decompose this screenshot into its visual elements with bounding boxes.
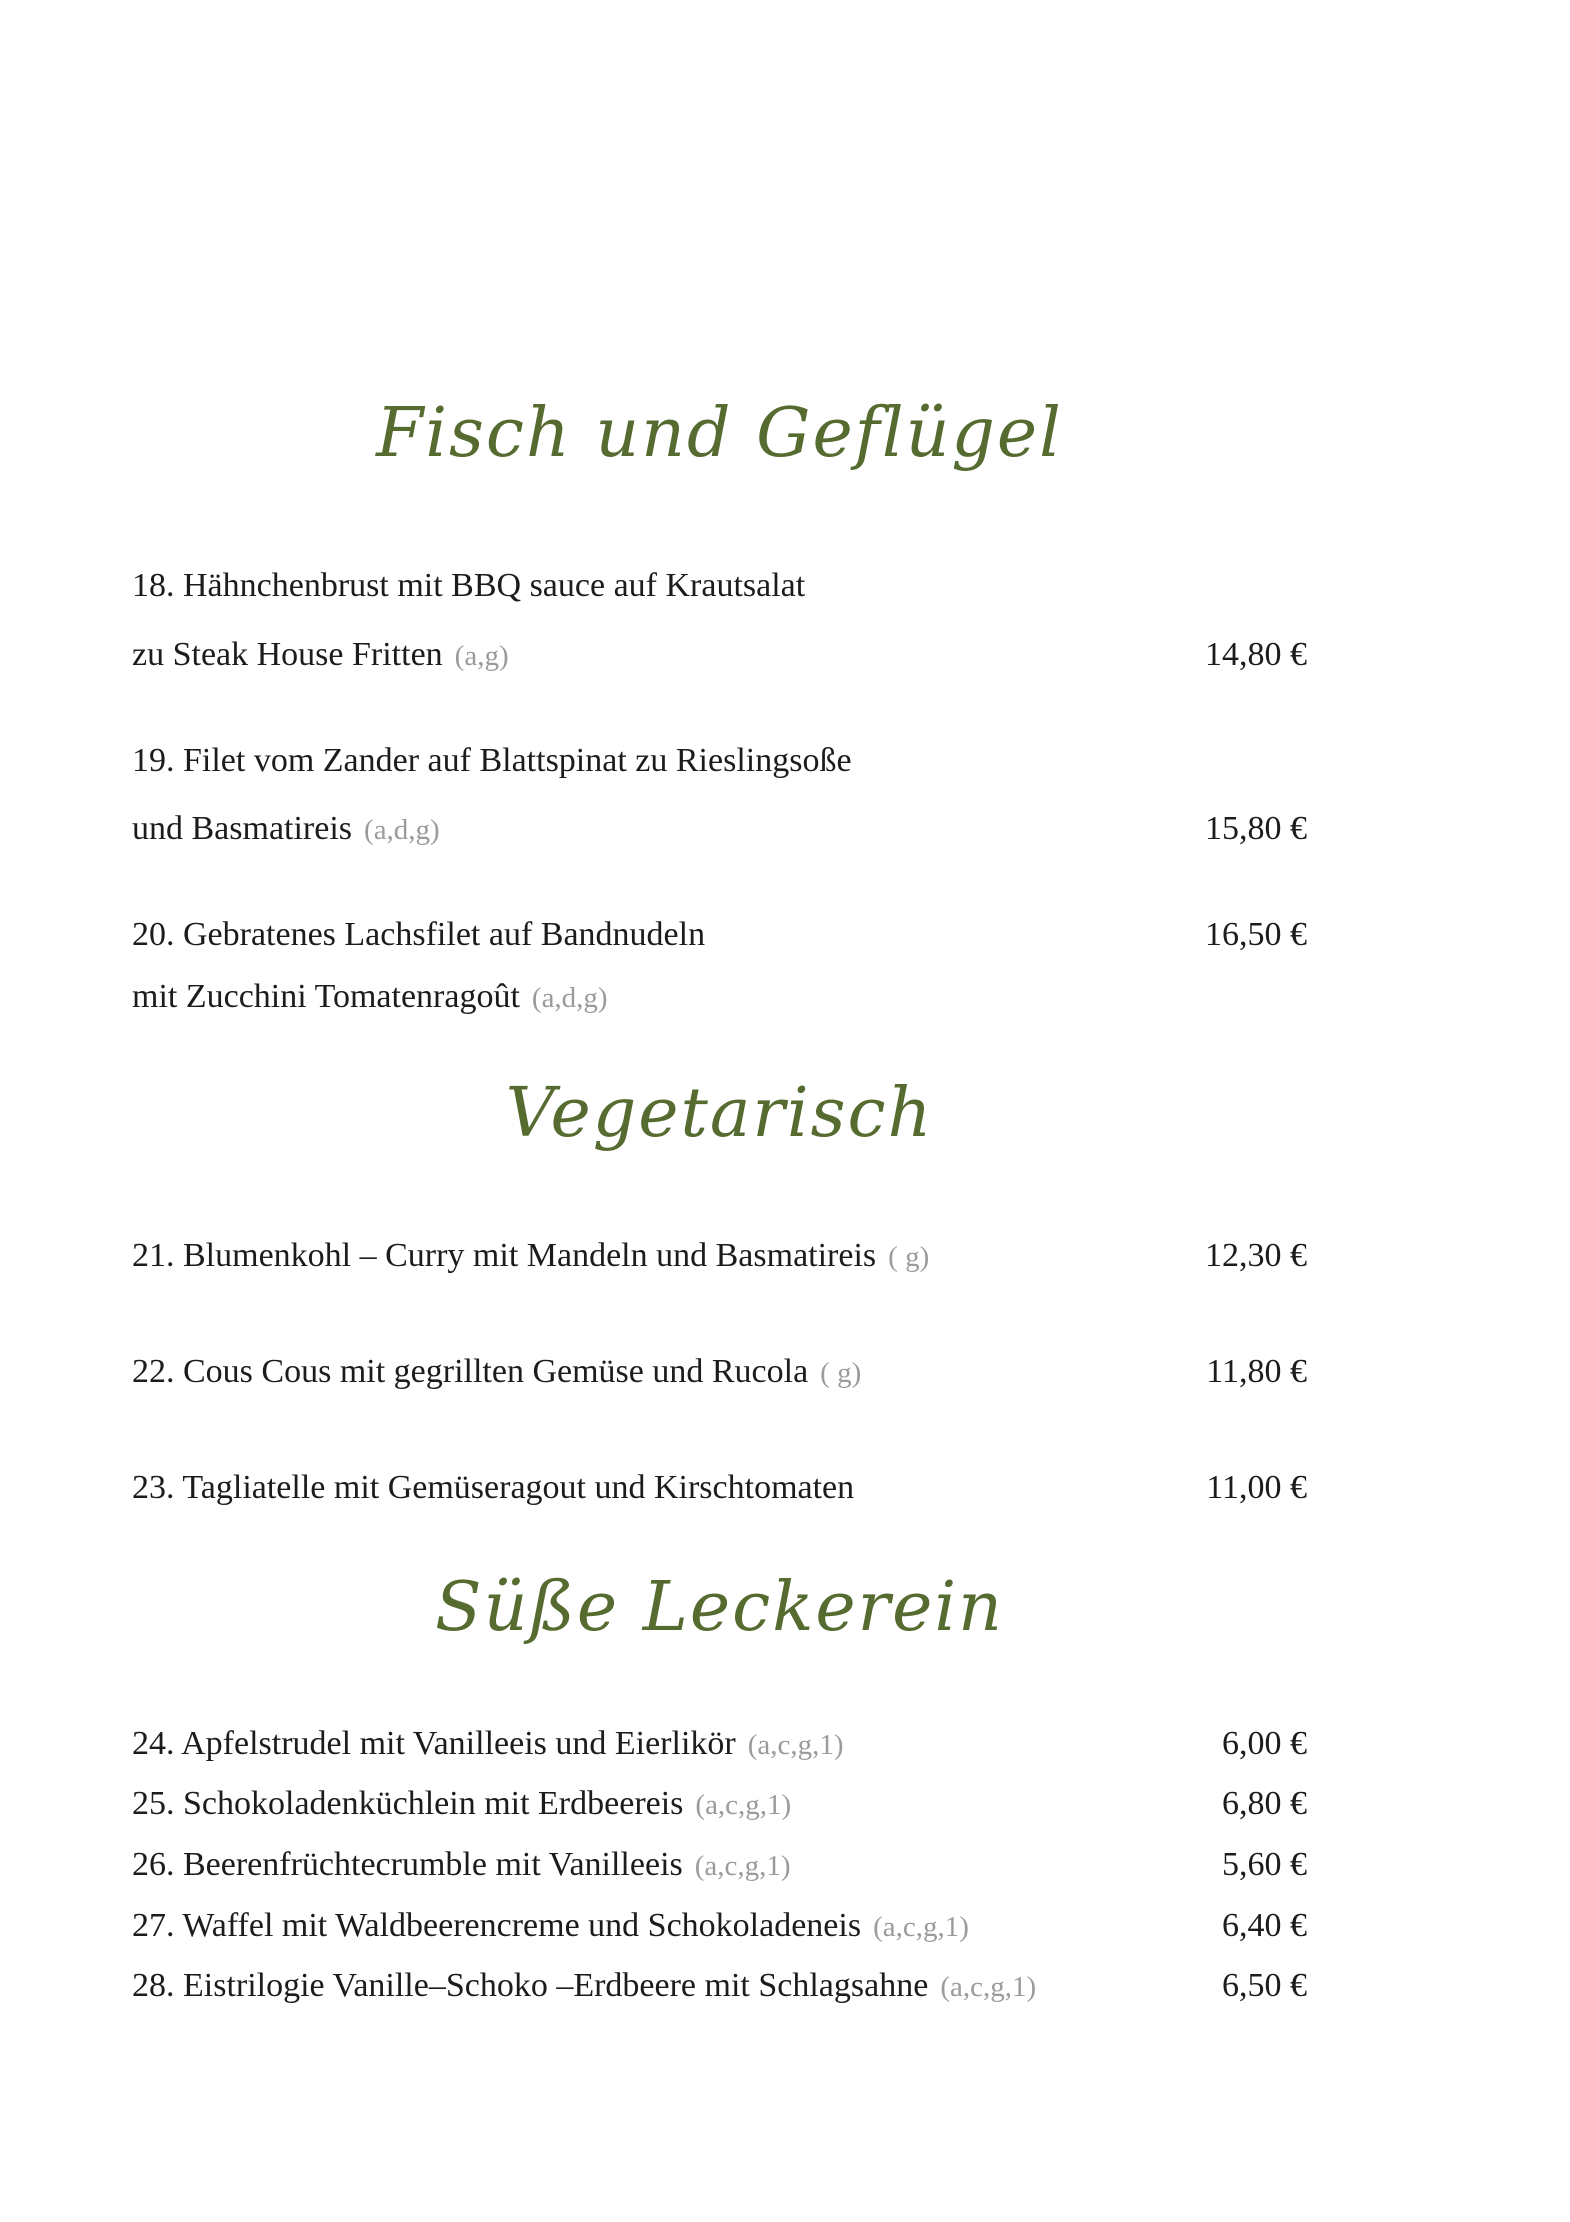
dish-text: 28. Eistrilogie Vanille–Schoko –Erdbeere mit Schlagsahne bbox=[132, 1967, 929, 2005]
dish-text: 27. Waffel mit Waldbeerencreme und Schokoladeneis bbox=[132, 1906, 862, 1944]
dish-text: 18. Hähnchenbrust mit BBQ sauce auf Krautsalat bbox=[132, 567, 806, 605]
dish-text: mit Zucchini Tomatenragoût bbox=[132, 977, 520, 1015]
allergen-code: (a,c,g,1) bbox=[940, 1971, 1037, 2004]
menu-item-line bbox=[132, 1847, 1307, 1883]
dish-text: und Basmatireis bbox=[132, 810, 353, 848]
price-text: 6,40 € bbox=[1222, 1906, 1307, 1944]
allergen-code: (a,c,g,1) bbox=[747, 1728, 844, 1761]
price-text: 16,50 € bbox=[1205, 915, 1307, 953]
price-text: 6,80 € bbox=[1222, 1785, 1307, 1823]
allergen-code: (a,g) bbox=[454, 639, 509, 672]
section-title-vegetarisch: Vegetarisch bbox=[505, 1074, 934, 1154]
menu-item-line bbox=[132, 917, 1307, 953]
menu-item-line bbox=[132, 1908, 1307, 1944]
menu-item-line bbox=[132, 743, 1307, 779]
allergen-code: (a,d,g) bbox=[531, 981, 608, 1014]
menu-item-line bbox=[132, 1354, 1307, 1390]
allergen-code: (a,d,g) bbox=[364, 814, 440, 847]
price-text: 14,80 € bbox=[1205, 635, 1307, 673]
dish-text: 21. Blumenkohl – Curry mit Mandeln und Basmatireis bbox=[132, 1237, 877, 1275]
price-text: 15,80 € bbox=[1205, 810, 1307, 848]
menu-item-line bbox=[132, 1726, 1307, 1762]
menu-item-line bbox=[132, 1968, 1307, 2004]
menu-item-line bbox=[132, 637, 1307, 673]
dish-text: 25. Schokoladenküchlein mit Erdbeereis bbox=[132, 1785, 684, 1823]
dish-text: 26. Beerenfrüchtecrumble mit Vanilleeis bbox=[132, 1846, 683, 1884]
dish-text: 20. Gebratenes Lachsfilet auf Bandnudeln bbox=[132, 915, 706, 953]
menu-item-line bbox=[132, 1470, 1307, 1506]
menu-item-line bbox=[132, 1238, 1307, 1274]
section-title-fisch-und-gefluegel: Fisch und Geflügel bbox=[376, 394, 1063, 473]
allergen-code: (a,c,g,1) bbox=[694, 1850, 791, 1883]
allergen-code: (a,c,g,1) bbox=[695, 1789, 792, 1822]
menu-item-line bbox=[132, 811, 1307, 847]
price-text: 5,60 € bbox=[1222, 1846, 1307, 1884]
price-text: 11,80 € bbox=[1206, 1353, 1307, 1391]
section-title-suesse-leckerein: Süße Leckerein bbox=[435, 1567, 1004, 1647]
dish-text: 22. Cous Cous mit gegrillten Gemüse und Rucola bbox=[132, 1353, 809, 1391]
price-text: 12,30 € bbox=[1205, 1237, 1307, 1275]
menu-item-line bbox=[132, 1786, 1307, 1822]
dish-text: zu Steak House Fritten bbox=[132, 635, 443, 673]
allergen-code: (a,c,g,1) bbox=[873, 1910, 969, 1943]
allergen-code: ( g) bbox=[820, 1357, 862, 1390]
dish-text: 23. Tagliatelle mit Gemüseragout und Kirschtomaten bbox=[132, 1468, 855, 1506]
menu-item-line bbox=[132, 979, 1307, 1015]
menu-content bbox=[0, 396, 1570, 2004]
dish-text: 24. Apfelstrudel mit Vanilleeis und Eierlikör bbox=[132, 1724, 736, 1762]
price-text: 6,50 € bbox=[1222, 1967, 1307, 2005]
price-text: 11,00 € bbox=[1206, 1468, 1307, 1506]
menu-item-line bbox=[132, 568, 1307, 604]
allergen-code: ( g) bbox=[888, 1241, 930, 1274]
price-text: 6,00 € bbox=[1222, 1724, 1307, 1762]
dish-text: 19. Filet vom Zander auf Blattspinat zu Rieslingsoße bbox=[132, 741, 852, 779]
